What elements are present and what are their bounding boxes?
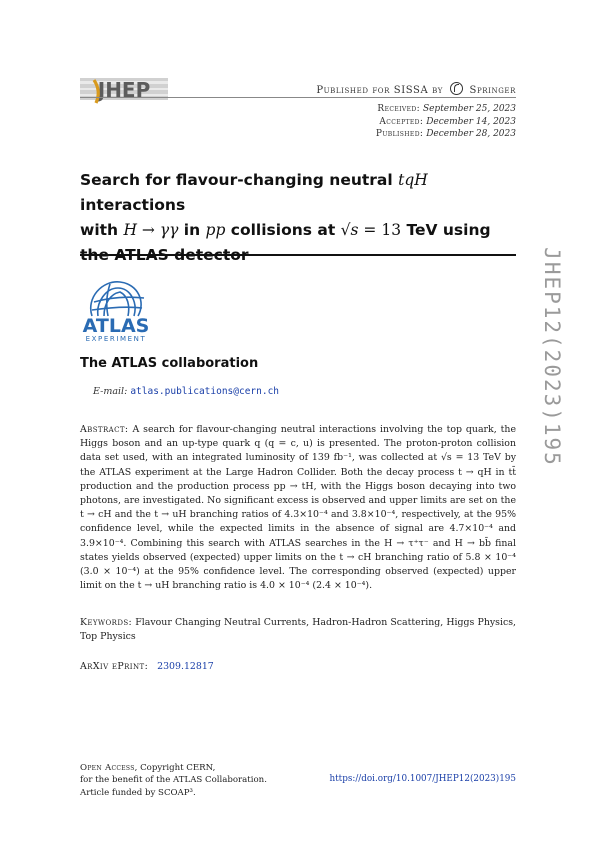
- abstract-label: Abstract:: [80, 424, 129, 435]
- journal-id-sidebar: [532, 222, 572, 492]
- abstract: [80, 423, 516, 593]
- journal-id: JHEP12(2023)195: [540, 247, 564, 467]
- title-rule: [80, 254, 516, 256]
- header-divider: [80, 97, 516, 98]
- publisher-name: Springer: [469, 85, 516, 96]
- arxiv-line: [80, 661, 214, 672]
- jhep-logo-text: JHEP: [97, 78, 151, 102]
- paper-title: Search for flavour-changing neutral tqH interactions with H → γγ in pp collisions at √s = 13 TeV using the ATLAS detector: [80, 171, 491, 264]
- publisher-line: [300, 82, 516, 96]
- publication-dates: [300, 103, 516, 141]
- keywords-label: Keywords:: [80, 617, 133, 628]
- author-line: The ATLAS collaboration: [80, 356, 259, 371]
- accepted-date: Accepted: December 14, 2023: [379, 116, 516, 127]
- springer-horse-icon: [450, 82, 463, 95]
- arxiv-link[interactable]: 2309.12817: [157, 661, 214, 672]
- abstract-body: A search for flavour-changing neutral interactions involving the top quark, the Higgs boson and an up-type quark q (q = c, u) is presented. The proton-proton collision data set used, with an integrated luminosity of 139 fb⁻¹, was collected at √s = 13 TeV by the ATLAS experiment at the Large Hadron Collider. Both the decay process t → qH in tt̄ production and the production process pp → tH, with the Higgs boson decaying into two photons, are investigated. No significant excess is observed and upper limits are set on the t → cH and the t → uH branching ratios of 4.3×10⁻⁴ and 3.8×10⁻⁴, respectively, at the 95% confidence level, while the expected limits in the absence of signal are 4.7×10⁻⁴ and 3.9×10⁻⁴. Combining this search with ATLAS searches in the H → τ⁺τ⁻ and H → bb̄ final states yields observed (expected) upper limits on the t → cH branching ratio of 5.8 × 10⁻⁴ (3.0 × 10⁻⁴) at the 95% confidence level. The corresponding observed (expected) upper limit on the t → uH branching ratio is 4.0 × 10⁻⁴ (2.4 × 10⁻⁴).: [80, 424, 516, 592]
- atlas-logo-text: ATLAS: [82, 315, 150, 337]
- email-link[interactable]: atlas.publications@cern.ch: [130, 386, 280, 397]
- arxiv-label: ArXiv ePrint:: [80, 661, 149, 672]
- keywords: [80, 616, 516, 644]
- publisher-text: Published for SISSA by: [316, 85, 443, 96]
- published-date: Published: December 28, 2023: [375, 129, 516, 139]
- email-line: [93, 386, 279, 397]
- atlas-logo: [80, 276, 152, 342]
- keywords-body: Flavour Changing Neutral Currents, Hadron-Hadron Scattering, Higgs Physics, Top Physics: [80, 617, 517, 643]
- jhep-logo: [80, 76, 168, 104]
- license-footer: Open Access, Copyright CERN, for the benefit of the ATLAS Collaboration. Article funded by SCOAP³.: [80, 763, 267, 798]
- received-date: Received: September 25, 2023: [377, 104, 516, 114]
- email-label: E-mail:: [93, 386, 128, 397]
- atlas-logo-subtext: EXPERIMENT: [85, 335, 147, 342]
- open-access-label: Open Access: [80, 763, 135, 773]
- doi-link[interactable]: https://doi.org/10.1007/JHEP12(2023)195: [329, 774, 516, 784]
